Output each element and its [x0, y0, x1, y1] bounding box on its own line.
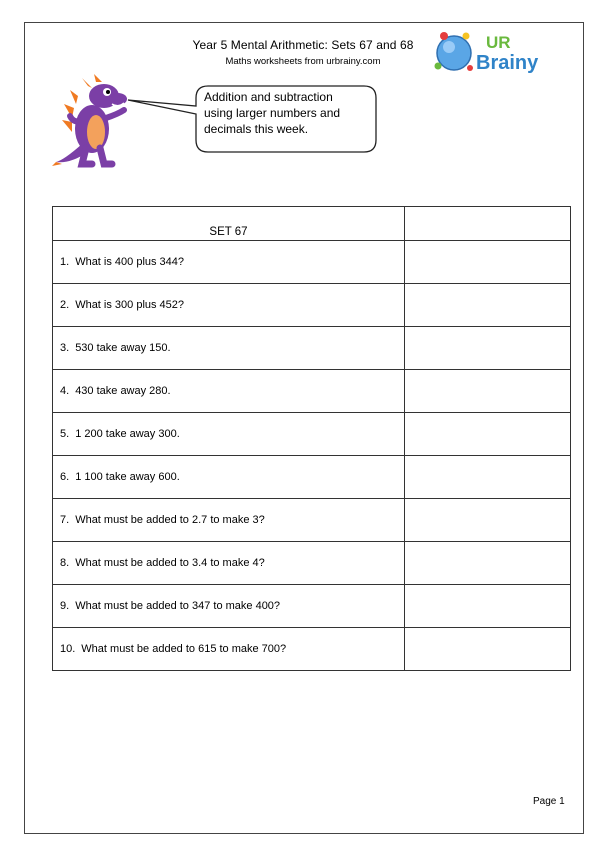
question-row — [53, 413, 571, 456]
answer-header-cell — [405, 207, 571, 241]
speech-bubble-text — [204, 89, 368, 137]
worksheet-title: Year 5 Mental Arithmetic: Sets 67 and 68 — [192, 38, 414, 52]
answer-cell[interactable] — [405, 628, 571, 671]
question-cell — [53, 241, 405, 284]
answer-cell[interactable] — [405, 241, 571, 284]
answer-cell[interactable] — [405, 456, 571, 499]
table-header-row — [53, 207, 571, 241]
question-row — [53, 327, 571, 370]
question-number: 3. — [60, 342, 70, 354]
question-cell — [53, 370, 405, 413]
set-label: SET 67 — [53, 207, 405, 241]
page-number: Page 1 — [533, 796, 565, 807]
question-text: What must be added to 3.4 to make 4? — [75, 557, 265, 569]
question-cell — [53, 542, 405, 585]
question-row — [53, 456, 571, 499]
question-row — [53, 241, 571, 284]
logo-text-brainy: Brainy — [476, 52, 539, 74]
answer-cell[interactable] — [405, 370, 571, 413]
question-number: 1. — [60, 256, 70, 268]
speech-line: decimals this week. — [204, 122, 309, 136]
question-row — [53, 628, 571, 671]
question-text: What is 300 plus 452? — [75, 299, 185, 311]
answer-cell[interactable] — [405, 542, 571, 585]
question-text: 430 take away 280. — [75, 385, 171, 397]
question-text: 1 100 take away 600. — [75, 471, 180, 483]
question-text: What must be added to 2.7 to make 3? — [75, 514, 265, 526]
worksheet-subtitle: Maths worksheets from urbrainy.com — [225, 56, 381, 67]
question-number: 10. — [60, 643, 76, 655]
question-number: 6. — [60, 471, 70, 483]
question-row — [53, 284, 571, 327]
question-number: 2. — [60, 299, 70, 311]
urbrainy-logo — [430, 26, 550, 78]
question-row — [53, 370, 571, 413]
question-cell — [53, 413, 405, 456]
question-row — [53, 585, 571, 628]
question-text: What must be added to 347 to make 400? — [75, 600, 281, 612]
question-row — [53, 499, 571, 542]
question-cell — [53, 456, 405, 499]
question-text: 530 take away 150. — [75, 342, 171, 354]
answer-cell[interactable] — [405, 585, 571, 628]
question-cell — [53, 628, 405, 671]
question-number: 5. — [60, 428, 70, 440]
question-cell — [53, 284, 405, 327]
question-number: 4. — [60, 385, 70, 397]
questions-table — [52, 206, 571, 671]
question-text: What is 400 plus 344? — [75, 256, 185, 268]
question-number: 9. — [60, 600, 70, 612]
question-text: 1 200 take away 300. — [75, 428, 180, 440]
answer-cell[interactable] — [405, 499, 571, 542]
answer-cell[interactable] — [405, 284, 571, 327]
speech-line: using larger numbers and — [204, 106, 341, 120]
question-cell — [53, 585, 405, 628]
question-number: 7. — [60, 514, 70, 526]
question-cell — [53, 499, 405, 542]
speech-line: Addition and subtraction — [204, 90, 333, 104]
question-cell — [53, 327, 405, 370]
question-text: What must be added to 615 to make 700? — [81, 643, 287, 655]
logo-text-ur: UR — [486, 33, 511, 52]
question-number: 8. — [60, 557, 70, 569]
question-row — [53, 542, 571, 585]
answer-cell[interactable] — [405, 413, 571, 456]
answer-cell[interactable] — [405, 327, 571, 370]
